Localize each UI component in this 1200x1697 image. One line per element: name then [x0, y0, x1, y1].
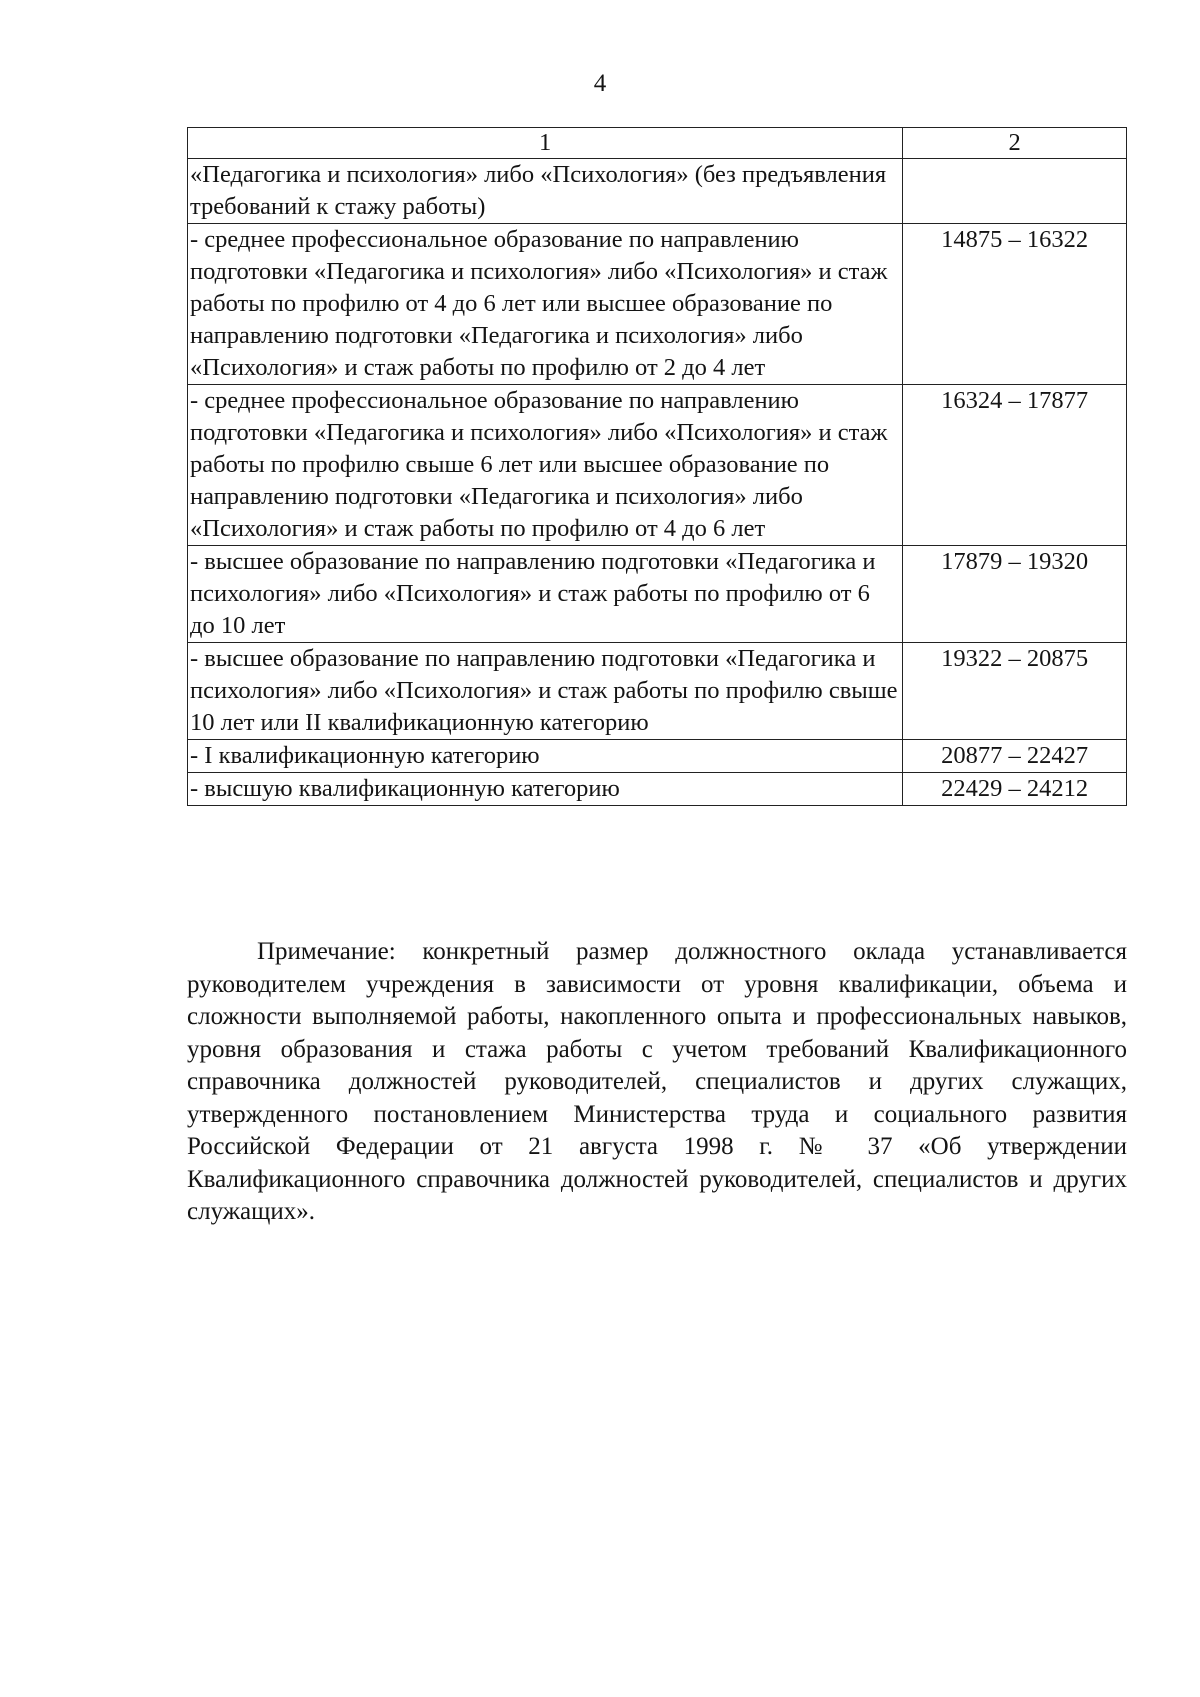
table-row	[188, 643, 1127, 740]
salary-range: 22429 – 24212	[903, 773, 1127, 806]
page-number: 4	[593, 70, 607, 97]
salary-range: 16324 – 17877	[903, 385, 1127, 546]
salary-range: 17879 – 19320	[903, 546, 1127, 643]
salary-range	[903, 159, 1127, 224]
position-requirement: - среднее профессиональное образование по направлению подготовки «Педагогика и психология» либо «Психология» и стаж работы по профилю от 4 до 6 лет или высшее образование по направлению подготовки «Педагогика и психология» либо «Психология» и стаж работы по профилю от 2 до 4 лет	[188, 224, 903, 385]
column-header: 1	[188, 128, 903, 159]
position-requirement: - I квалификационную категорию	[188, 740, 903, 773]
position-requirement: - высшее образование по направлению подготовки «Педагогика и психология» либо «Психология» и стаж работы по профилю от 6 до 10 лет	[188, 546, 903, 643]
position-requirement: - высшее образование по направлению подготовки «Педагогика и психология» либо «Психология» и стаж работы по профилю свыше 10 лет или II квалификационную категорию	[188, 643, 903, 740]
position-requirement: - высшую квалификационную категорию	[188, 773, 903, 806]
salary-range: 14875 – 16322	[903, 224, 1127, 385]
table-row	[188, 546, 1127, 643]
table-header-row	[188, 128, 1127, 159]
table-row	[188, 740, 1127, 773]
position-requirement: - среднее профессиональное образование по направлению подготовки «Педагогика и психология» либо «Психология» и стаж работы по профилю свыше 6 лет или высшее образование по направлению подготовки «Педагогика и психология» либо «Психология» и стаж работы по профилю от 4 до 6 лет	[188, 385, 903, 546]
position-requirement: «Педагогика и психология» либо «Психология» (без предъявления требований к стажу работы)	[188, 159, 903, 224]
table-row	[188, 224, 1127, 385]
table-row	[188, 159, 1127, 224]
table-row	[188, 385, 1127, 546]
table-row	[188, 773, 1127, 806]
note-paragraph: Примечание: конкретный размер должностного оклада устанавливается руководителем учреждения в зависимости от уровня квалификации, объема и сложности выполняемой работы, накопленного опыта и профессиональных навыков, уровня образования и стажа работы с учетом требований Квалификационного справочника должностей руководителей, специалистов и других служащих, утвержденного постановлением Министерства труда и социального развития Российской Федерации от 21 августа 1998 г. № 37 «Об утверждении Квалификационного справочника должностей руководителей, специалистов и других служащих».	[187, 938, 1127, 1225]
salary-range: 19322 – 20875	[903, 643, 1127, 740]
column-header: 2	[903, 128, 1127, 159]
salary-range: 20877 – 22427	[903, 740, 1127, 773]
salary-table	[187, 127, 1127, 806]
